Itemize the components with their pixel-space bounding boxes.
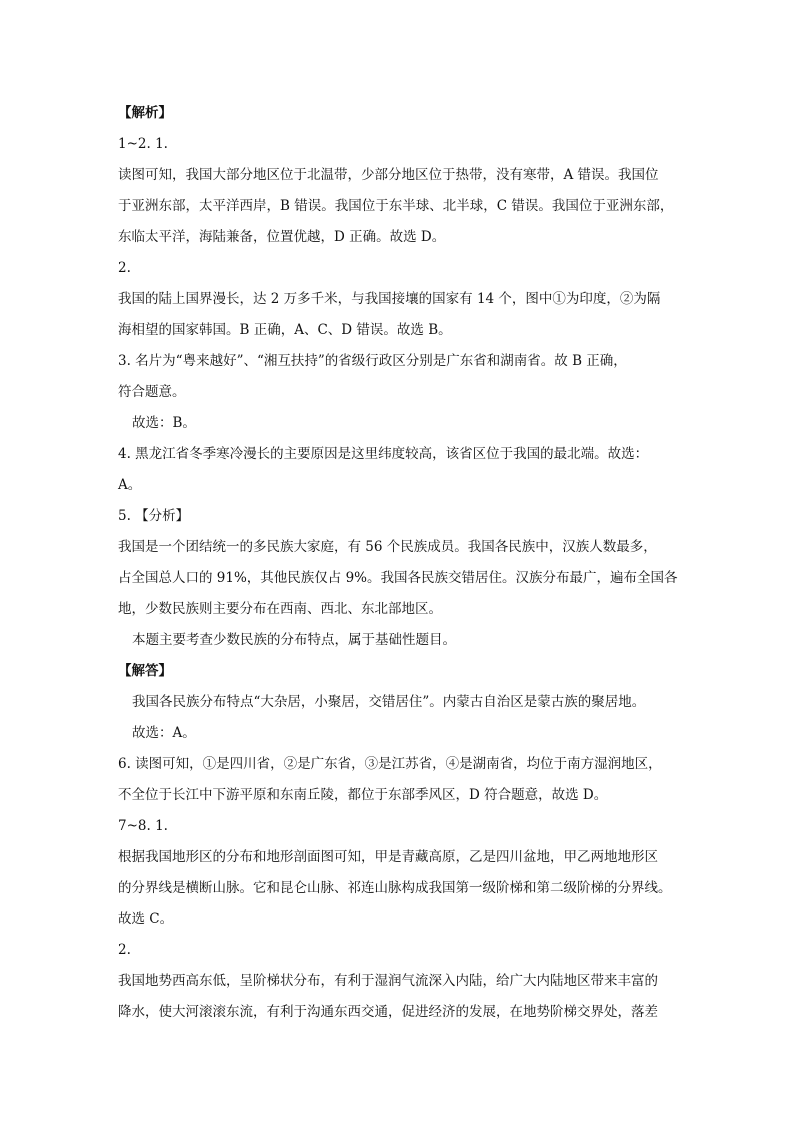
section-heading-answer: 【解答】 <box>118 663 172 679</box>
paragraph-line: A。 <box>118 477 142 493</box>
paragraph-line: 的分界线是横断山脉。它和昆仑山脉、祁连山脉构成我国第一级阶梯和第二级阶梯的分界线。 <box>118 880 672 896</box>
paragraph-line: 海相望的国家韩国。B 正确，A、C、D 错误。故选 B。 <box>118 322 452 338</box>
question-number: 1~2. 1. <box>118 136 168 152</box>
paragraph-line: 我国各民族分布特点“大杂居，小聚居，交错居住”。内蒙古自治区是蒙古族的聚居地。 <box>132 694 646 710</box>
question-number: 2. <box>118 260 131 276</box>
paragraph-line: 地，少数民族则主要分布在西南、西北、东北部地区。 <box>118 601 442 617</box>
question-number: 7~8. 1. <box>118 818 168 834</box>
paragraph-line: 我国地势西高东低，呈阶梯状分布，有利于湿润气流深入内陆，给广大内陆地区带来丰富的 <box>118 973 658 989</box>
paragraph-line: 占全国总人口的 91%，其他民族仅占 9%。我国各民族交错居住。汉族分布最广，遍布全国各 <box>118 570 678 586</box>
paragraph-line: 根据我国地形区的分布和地形剖面图可知，甲是青藏高原，乙是四川盆地，甲乙两地地形区 <box>118 849 658 865</box>
paragraph-line: 东临太平洋，海陆兼备，位置优越，D 正确。故选 D。 <box>118 229 446 245</box>
paragraph-line: 3. 名片为“粤来越好”、“湘互扶持”的省级行政区分别是广东省和湖南省。故 B 正确， <box>118 353 627 369</box>
paragraph-line: 降水，使大河滚滚东流，有利于沟通东西交通，促进经济的发展，在地势阶梯交界处，落差 <box>118 1004 658 1020</box>
paragraph-line: 4. 黑龙江省冬季寒冷漫长的主要原因是这里纬度较高，该省区位于我国的最北端。故选： <box>118 446 649 462</box>
answer-line: 故选 C。 <box>118 911 174 927</box>
paragraph-line: 于亚洲东部，太平洋西岸，B 错误。我国位于东半球、北半球，C 错误。我国位于亚洲东部， <box>118 198 674 214</box>
paragraph-line: 本题主要考查少数民族的分布特点，属于基础性题目。 <box>132 632 456 648</box>
answer-line: 故选：A。 <box>132 725 196 741</box>
paragraph-line: 符合题意。 <box>118 384 186 400</box>
paragraph-line: 读图可知，我国大部分地区位于北温带，少部分地区位于热带，没有寒带，A 错误。我国位 <box>118 167 659 183</box>
section-heading-analysis-5: 5. 【分析】 <box>118 508 190 524</box>
section-heading-analysis: 【解析】 <box>118 105 172 121</box>
paragraph-line: 我国是一个团结统一的多民族大家庭，有 56 个民族成员。我国各民族中，汉族人数最多， <box>118 539 657 555</box>
paragraph-line: 我国的陆上国界漫长，达 2 万多千米，与我国接壤的国家有 14 个，图中①为印度，②为隔 <box>118 291 661 307</box>
question-number: 2. <box>118 942 131 958</box>
answer-line: 故选：B。 <box>132 415 196 431</box>
paragraph-line: 不全位于长江中下游平原和东南丘陵，都位于东部季风区，D 符合题意，故选 D。 <box>118 787 608 803</box>
paragraph-line: 6. 读图可知，①是四川省，②是广东省，③是江苏省，④是湖南省，均位于南方湿润地区， <box>118 756 662 772</box>
